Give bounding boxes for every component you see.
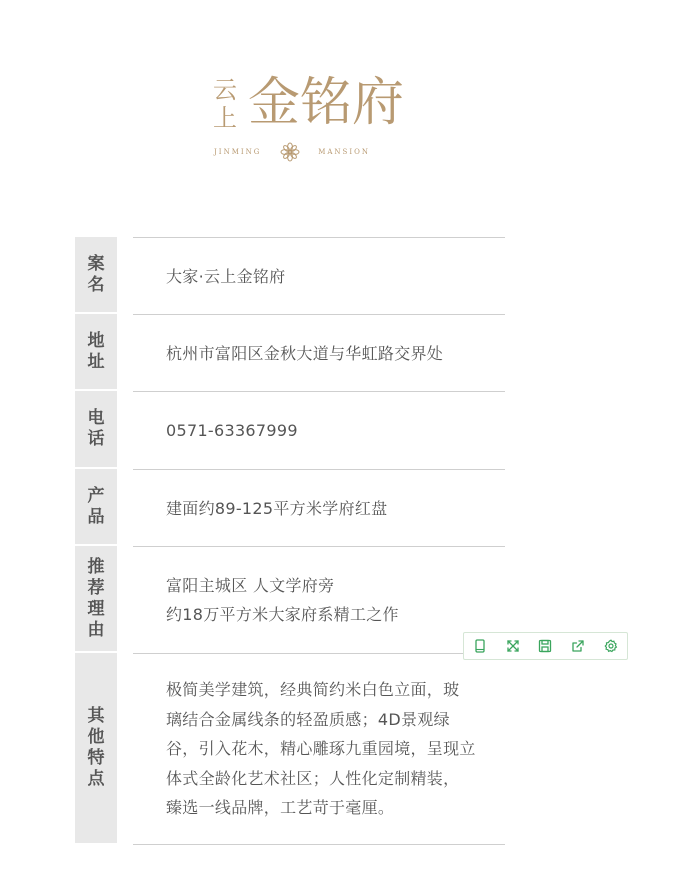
info-row-product: [75, 469, 505, 546]
row-label-cell: [75, 237, 117, 314]
row-value-line: 大家·云上金铭府: [166, 266, 286, 286]
logo-sub-left: JINMING: [214, 148, 262, 156]
info-row-phone: [75, 391, 505, 469]
row-value-line: 建面约89-125平方米学府红盘: [166, 498, 388, 518]
project-info-table: [75, 237, 505, 845]
info-row-name: [75, 237, 505, 314]
settings-button[interactable]: [600, 635, 622, 657]
share-button[interactable]: [567, 635, 589, 657]
info-row-reasons: [75, 546, 505, 653]
save-icon: [538, 639, 552, 653]
row-value: [133, 237, 505, 314]
row-value: [133, 391, 505, 469]
row-label-cell: [75, 546, 117, 653]
phone-preview-icon: [473, 639, 487, 653]
info-row-features: [75, 653, 505, 845]
row-value-line: 杭州市富阳区金秋大道与华虹路交界处: [166, 343, 444, 363]
row-label: 地址: [87, 330, 105, 372]
row-label-cell: [75, 314, 117, 391]
logo-subtitle: [214, 142, 370, 162]
logo-sub-right: MANSION: [318, 148, 370, 156]
row-value-line: 富阳主城区 人文学府旁: [166, 576, 335, 595]
row-value: [133, 314, 505, 391]
row-label-cell: [75, 469, 117, 546]
phone-preview-button[interactable]: [469, 635, 491, 657]
flower-icon: [280, 142, 300, 162]
row-value-line: 约18万平方米大家府系精工之作: [166, 605, 399, 624]
phone-number[interactable]: 0571-63367999: [166, 421, 298, 440]
info-row-address: [75, 314, 505, 391]
row-value-line: 臻选一线品牌，工艺苛于毫厘。: [166, 798, 395, 818]
row-value-line: 璃结合金属线条的轻盈质感；4D景观绿: [166, 709, 450, 729]
row-label: 推荐理由: [87, 556, 105, 640]
row-label-cell: [75, 653, 117, 845]
row-label: 案名: [87, 253, 105, 295]
row-value-line: 极简美学建筑，经典简约米白色立面，玻: [166, 680, 460, 700]
save-button[interactable]: [534, 635, 556, 657]
share-icon: [571, 639, 585, 653]
gear-icon: [604, 639, 618, 653]
row-label: 电话: [87, 408, 105, 449]
row-label: 产品: [87, 485, 105, 527]
fullscreen-icon: [506, 639, 520, 653]
floating-toolbar: [463, 632, 628, 660]
row-value: [133, 546, 505, 653]
row-value: [133, 469, 505, 546]
logo-small-text: 云上: [213, 76, 237, 132]
fullscreen-button[interactable]: [502, 635, 524, 657]
row-value: [133, 653, 505, 845]
row-label-cell: [75, 391, 117, 469]
row-value-line: 谷，引入花木，精心雕琢九重园境，呈现立: [166, 739, 476, 759]
row-value-line: 体式全龄化艺术社区；人性化定制精装，: [166, 768, 460, 788]
row-label: 其他特点: [87, 706, 105, 789]
logo-title: 金铭府: [248, 73, 405, 133]
brand-logo: [212, 72, 405, 164]
